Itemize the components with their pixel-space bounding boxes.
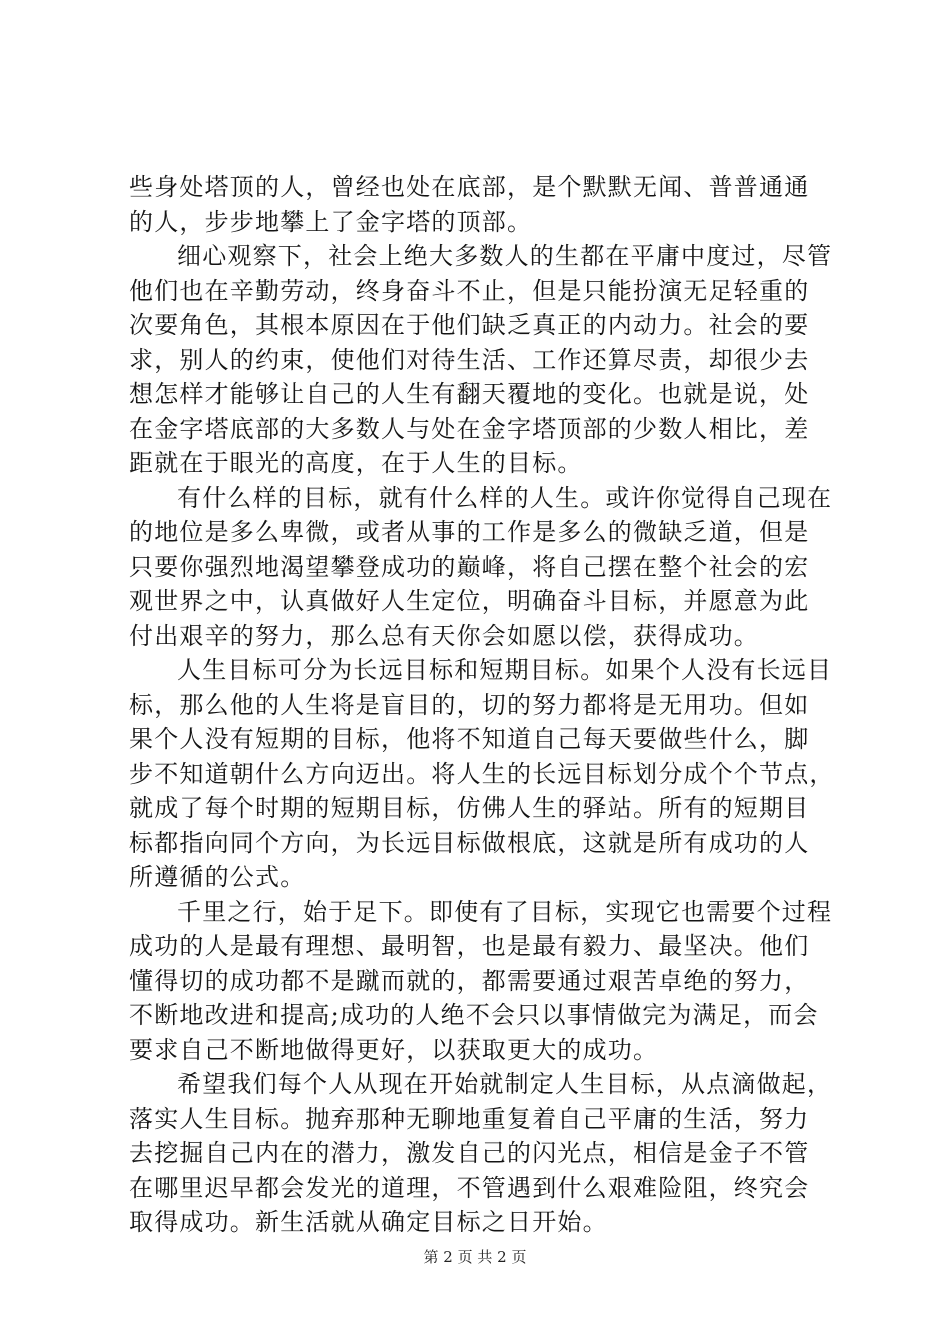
text-line: 人生目标可分为长远目标和短期目标。如果个人没有长远目 [177, 656, 833, 684]
text-line: 成功的人是最有理想、最明智，也是最有毅力、最坚决。他们 [129, 932, 810, 960]
text-line: 希望我们每个人从现在开始就制定人生目标，从点滴做起， [177, 1070, 833, 1098]
text-line: 懂得切的成功都不是蹴而就的，都需要通过艰苦卓绝的努力， [129, 966, 810, 995]
text-line: 距就在于眼光的高度，在于人生的目标。 [129, 449, 583, 477]
text-line: 千里之行，始于足下。即使有了目标，实现它也需要个过程 [177, 897, 833, 926]
text-line: 求，别人的约束，使他们对待生活、工作还算尽责，却很少去 [129, 345, 810, 374]
text-line: 付出艰辛的努力，那么总有天你会如愿以偿，获得成功。 [129, 621, 759, 650]
text-line: 只要你强烈地渴望攀登成功的巅峰，将自己摆在整个社会的宏 [129, 552, 810, 581]
text-line: 所遵循的公式。 [129, 863, 306, 891]
text-line: 落实人生目标。抛弃那种无聊地重复着自己平庸的生活，努力 [129, 1104, 810, 1133]
document-body [129, 170, 835, 1240]
text-line: 的地位是多么卑微，或者从事的工作是多么的微缺乏道，但是 [129, 518, 810, 546]
text-line: 取得成功。新生活就从确定目标之日开始。 [129, 1208, 608, 1236]
text-line: 观世界之中，认真做好人生定位，明确奋斗目标，并愿意为此 [129, 587, 810, 615]
text-line: 的人，步步地攀上了金字塔的顶部。 [129, 207, 533, 236]
text-line: 果个人没有短期的目标，他将不知道自己每天要做些什么，脚 [129, 725, 810, 753]
text-line: 不断地改进和提高;成功的人绝不会只以事情做完为满足，而会 [129, 1001, 819, 1029]
text-line: 次要角色，其根本原因在于他们缺乏真正的内动力。社会的要 [129, 311, 810, 339]
page-footer: 第 2 页 共 2 页 [423, 1248, 527, 1266]
text-line: 就成了每个时期的短期目标，仿佛人生的驿站。所有的短期目 [129, 794, 810, 822]
text-line: 去挖掘自己内在的潜力，激发自己的闪光点，相信是金子不管 [129, 1139, 810, 1167]
text-line: 在金字塔底部的大多数人与处在金字塔顶部的少数人相比，差 [129, 414, 810, 443]
text-line: 些身处塔顶的人，曾经也处在底部，是个默默无闻、普普通通 [129, 173, 810, 201]
text-line: 在哪里迟早都会发光的道理，不管遇到什么艰难险阻，终究会 [129, 1173, 810, 1202]
text-line: 步不知道朝什么方向迈出。将人生的长远目标划分成个个节点， [129, 759, 835, 788]
text-line: 想怎样才能够让自己的人生有翻天覆地的变化。也就是说，处 [129, 380, 810, 408]
text-line: 他们也在辛勤劳动，终身奋斗不止，但是只能扮演无足轻重的 [129, 276, 810, 305]
text-line: 有什么样的目标，就有什么样的人生。或许你觉得自己现在 [177, 483, 833, 512]
text-line: 标，那么他的人生将是盲目的，切的努力都将是无用功。但如 [129, 690, 810, 719]
text-line: 细心观察下，社会上绝大多数人的生都在平庸中度过，尽管 [177, 242, 833, 270]
text-line: 要求自己不断地做得更好，以获取更大的成功。 [129, 1035, 659, 1064]
text-line: 标都指向同个方向，为长远目标做根底，这就是所有成功的人 [129, 828, 810, 857]
